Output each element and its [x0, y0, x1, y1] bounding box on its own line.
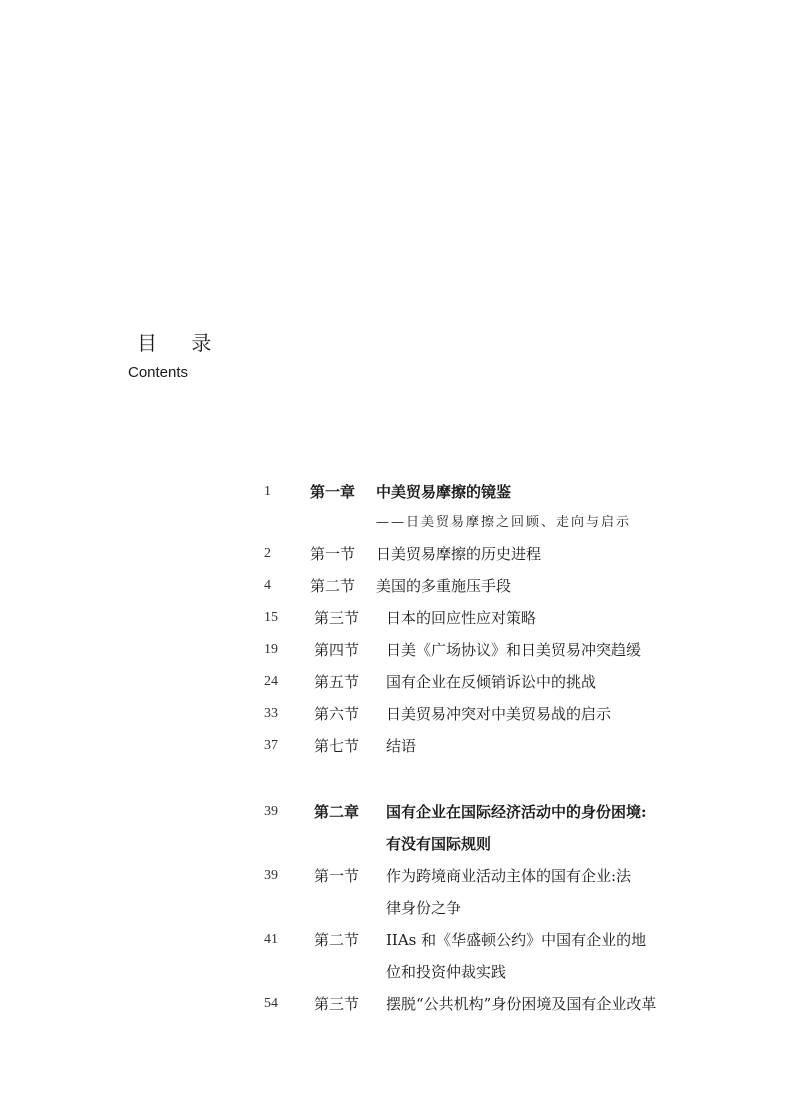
toc-section-2-3[interactable] [264, 988, 694, 1020]
chapter-subtitle: ——日美贸易摩擦之回顾、走向与启示 [376, 515, 632, 530]
chapter-title-line-2: 有没有国际规则 [386, 835, 492, 853]
section-title [380, 860, 694, 924]
toc-section-1-4[interactable] [264, 634, 694, 666]
toc-section-2-1[interactable] [264, 860, 694, 924]
section-title [380, 924, 694, 988]
section-label: 第二节 [314, 931, 360, 949]
toc-section-1-1[interactable] [264, 538, 694, 570]
page-number: 1 [264, 484, 271, 499]
page-number: 24 [264, 674, 278, 689]
section-title: 美国的多重施压手段 [376, 577, 512, 595]
toc-section-2-2[interactable] [264, 924, 694, 988]
toc-section-1-7[interactable] [264, 730, 694, 762]
section-title-line-1: 作为跨境商业活动主体的国有企业:法 [386, 867, 632, 885]
toc-section-1-2[interactable] [264, 570, 694, 602]
page-title: 目 录 [137, 331, 226, 355]
toc-section-1-5[interactable] [264, 666, 694, 698]
chapter-label: 第二章 [314, 803, 360, 821]
section-title: 国有企业在反倾销诉讼中的挑战 [386, 673, 597, 691]
page-number: 19 [264, 642, 278, 657]
chapter-title [380, 796, 694, 860]
section-title-line-1: IIAs 和《华盛顿公约》中国有企业的地 [386, 931, 647, 949]
page-number: 54 [264, 996, 278, 1011]
page-number: 39 [264, 804, 278, 819]
toc-section-1-3[interactable] [264, 602, 694, 634]
section-title: 日本的回应性应对策略 [386, 609, 537, 627]
chapter-title-line-1: 国有企业在国际经济活动中的身份困境: [386, 803, 647, 821]
chapter-gap [264, 762, 694, 796]
section-title: 日美贸易摩擦的历史进程 [376, 545, 542, 563]
toc-chapter-2[interactable] [264, 796, 694, 860]
section-label: 第四节 [314, 641, 360, 659]
toc-header [128, 330, 225, 382]
section-label: 第五节 [314, 673, 360, 691]
section-title [380, 988, 694, 1020]
section-label: 第一节 [314, 867, 360, 885]
page-number: 37 [264, 738, 278, 753]
section-title: 日美贸易冲突对中美贸易战的启示 [386, 705, 612, 723]
page-subtitle: Contents [128, 364, 189, 381]
chapter-label: 第一章 [310, 483, 356, 501]
section-label: 第二节 [310, 577, 356, 595]
section-title: 结语 [386, 737, 417, 755]
toc-section-1-6[interactable] [264, 698, 694, 730]
section-title: 日美《广场协议》和日美贸易冲突趋缓 [386, 641, 642, 659]
page-number: 39 [264, 868, 278, 883]
page-number: 41 [264, 932, 278, 947]
page-number: 33 [264, 706, 278, 721]
page-number: 2 [264, 546, 271, 561]
page-number: 4 [264, 578, 271, 593]
toc-chapter-1[interactable] [264, 476, 694, 508]
chapter-title: 中美贸易摩擦的镜鉴 [376, 483, 512, 501]
section-title-line-2: 位和投资仲裁实践 [386, 963, 507, 981]
section-label: 第六节 [314, 705, 360, 723]
section-label: 第三节 [314, 609, 360, 627]
page-number: 15 [264, 610, 278, 625]
section-title-line-1: 摆脱“公共机构”身份困境及国有企业改革 [386, 995, 657, 1013]
section-label: 第七节 [314, 737, 360, 755]
section-label: 第一节 [310, 545, 356, 563]
table-of-contents [264, 476, 694, 1020]
section-label: 第三节 [314, 995, 360, 1013]
section-title-line-2: 律身份之争 [386, 899, 462, 917]
